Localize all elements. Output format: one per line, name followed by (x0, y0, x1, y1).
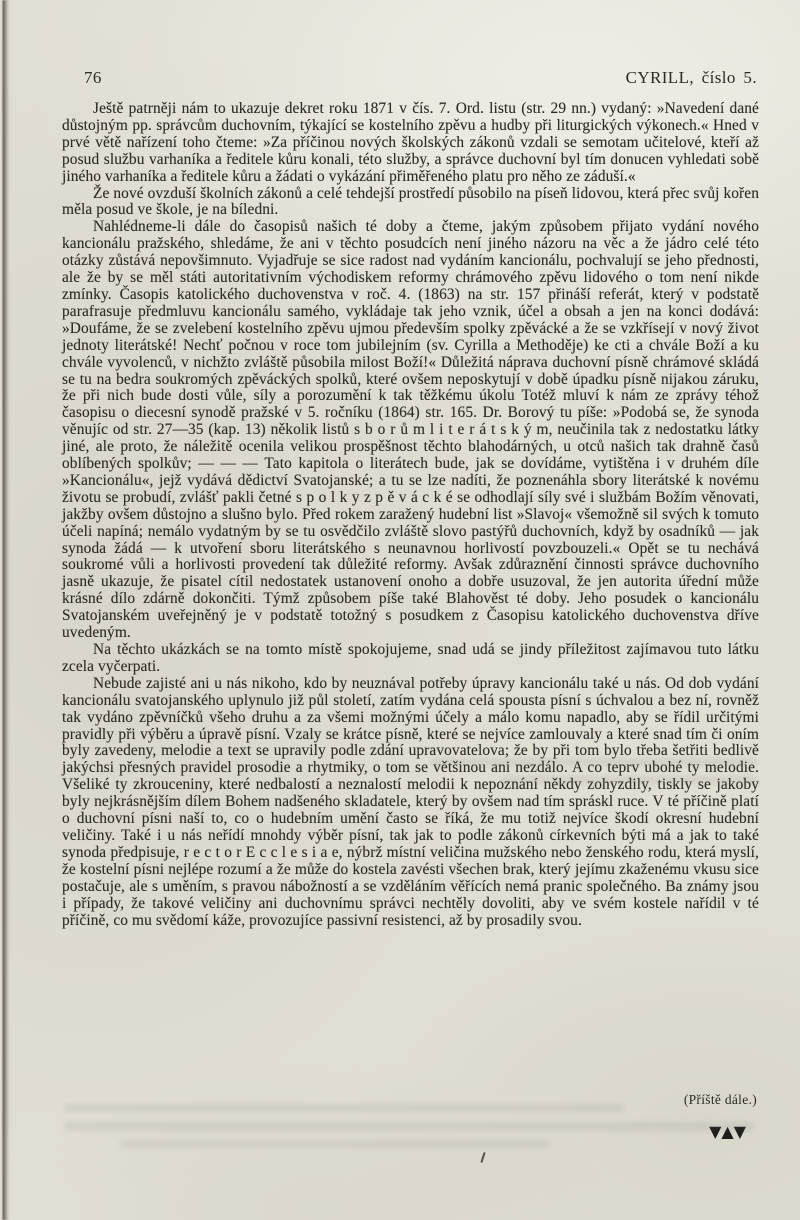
paragraph: Ještě patrněji nám to ukazuje dekret roku 1871 v čís. 7. Ord. listu (str. 29 nn.) vydaný: »Navedení dané důstojným pp. správcům duchovním, týkající se kostelního zpěvu a hudby při liturgických výkonech.« Hned v prvé větě nařízení toho čteme: »Za příčinou nových školských zákonů vzdali se semotam učitelové, kteří až posud službu varhaníka a ředitele kůru konali, této služby, a správce duchovní byl tím donucen vyhledati sobě jiného varhaníka a ředitele kůru a žádati o vykázání přiměřeného platu pro něho ze záduší.« (62, 100, 759, 185)
end-dingbat-triangles: ▼▲▼ (709, 1122, 746, 1141)
paragraph: Že nové ovzduší školních zákonů a celé tehdejší prostředí působilo na píseň lidovou, která přec svůj kořen měla posud ve škole, je na bíledni. (62, 184, 759, 219)
paragraph: Nahlédneme-li dále do časopisů našich té doby a čteme, jakým způsobem přijato vydání nového kancionálu pražského, shledáme, že ani v těchto posudcích není jiného názoru na věc a že jádro celé této otázky zůstává nepovšimnuto. Vyjadřuje se sice radost nad vydáním kancionálu, pochvalují se jeho přednosti, ale že by se měl státi autoritativním východiskem reformy chrámového zpěvu lidového o tom není nikde zmínky. Časopis katolického duchovenstva v roč. 4. (1863) na str. 157 přináší referát, který v podstatě parafrasuje předmluvu kancionálu samého, vykládaje tak jeho vznik, účel a obsah a jen na konci dodává: »Doufáme, že se zvelebení kostelního zpěvu ujmou především spolky zpěvácké a že se vzkřísejí v nový život jednoty literátské! Nechť počnou v roce tom jubilejním (sv. Cyrilla a Methoděje) ke cti a chvále Boží a ku chvále vyvolenců, v nichžto zvláště působila milost Boží!« Důležitá náprava duchovní písně chrámové skládá se tu na bedra soukromých zpěváckých spolků, které ovšem neposkytují v době úpadku písně nijakou záruku, že při nich bude dosti vůle, síly a porozumění k tak těžkému úkolu Totéž mluví k nám ze zprávy téhož časopisu o diecesní synodě pražské v 5. ročníku (1864) str. 165. Dr. Borový tu píše: »Podobá se, že synoda věnujíc od str. 27—35 (kap. 13) několik listů s b o r ů m l i t e r á t s k ý m, neučinila tak z nedostatku látky jiné, ale proto, že náležitě ocenila velikou prospěšnost těchto blahodárných, u otců našich tak drahně časů oblíbených spolkův; — — — Tato kapitola o literátech bude, jak se dovídáme, vytištěna i v druhém díle »Kancionálu«, jejž vydává dědictví Svatojanské; a tu se lze nadíti, že poznenáhla sbory literátské k novému životu se probudí, zvlášť pakli četné s p o l k y z p ě v á c k é se odhodlají síly své i službám Božím věnovati, jakžby ovšem důstojno a slušno bylo. Před rokem zaražený hudební list »Slavoj« všemožně sil svých k tomuto účeli napíná; nemálo vydatným by se tu osvědčilo zvláště slovo pastýřů duchovních, když by osadníků — jak synoda žádá — k utvoření sboru literátského s neunavnou horlivostí povzbouzeli.« Opět se tu nechává soukromé vůli a horlivosti provedení tak důležité reformy. Avšak zdůraznění činnosti správce duchovního jasně ukazuje, že pisatel cítil nedostatek ustanovení onoho a dobře usuzoval, že jen autorita úřední může krásné dílo zdárně dokončiti. Týmž způsobem píše také Blahověst té doby. Jeho posudek o kancionálu Svatojanském uveřejněný je v podstatě totožný s posudkem z Časopisu katolického duchovenstva dříve uvedeným. (62, 218, 759, 642)
scan-edge-shadow (0, 0, 10, 1220)
page-number: 76 (84, 68, 102, 87)
paragraph: Nebude zajisté ani u nás nikoho, kdo by neuznával potřeby úpravy kancionálu také u nás. Od dob vydání kancionálu svatojanského uplynulo již půl století, zatím vydána celá spousta písní s úchvalou a bez ní, rovněž tak vydáno zpěvníčků všeho druhu a za všemi možnými účely a málo komu napadlo, aby se řídil určitými pravidly při výběru a úpravě písní. Vzaly se krátce písně, které se nejvíce zamlouvaly a které snad tím či oním byly zavedeny, melodie a text se upravily podle zdání upravovatelova; že by při tom bylo třeba šetřiti bedlivě jakýchsi přesných pravidel prosodie a rhytmiky, o tom se většinou ani nezdálo. A co teprv ubohé ty melodie. Všeliké ty zkrouceniny, které nedbalostí a neznalostí melodii k nepoznání někdy zohyzdily, tiskly se jakoby byly nejkrásnějším dílem Bohem nadšeného skladatele, který by ovšem nad tím spráskl ruce. V té příčině platí o duchovní písni naší to, co o hudebním umění často se říká, že mu totiž nejvíce škodí okresní hudební veličiny. Také i u nás neřídí mnohdy výběr písní, tak jak to podle zákonů církevních býti má a jak to také synoda předpisuje, r e c t o r E c c l e s i a e, nýbrž místní veličina mužského nebo ženského rodu, která myslí, že kostelní písni nejlépe rozumí a že může do kostela zavésti všechen brak, který jejímu zkaženému vkusu sice postačuje, ale s uměním, s pravou nábožností a se vzděláním věřících nemá pranic společného. Ba známy jsou i případy, že takové veličiny ani duchovnímu správci nechtěly dovoliti, aby ve svém kostele nařídil v té příčině, co mu svědomí káže, provozujíce passivní resistenci, až by prosadily svou. (62, 674, 759, 929)
page-header (62, 68, 757, 88)
paragraph: Na těchto ukázkách se na tomto místě spokojujeme, snad udá se jindy příležitost zajímavou tuto látku zcela vyčerpati. (62, 641, 759, 675)
bleed-through-ghost (120, 1140, 550, 1148)
journal-title: CYRILL, číslo 5. (625, 68, 757, 87)
bleed-through-ghost (64, 1104, 624, 1112)
stray-ink-mark (480, 1152, 485, 1163)
article-body (62, 101, 759, 929)
bleed-through-ghost (64, 1122, 754, 1131)
continuation-note: (Příště dále.) (683, 1092, 757, 1107)
